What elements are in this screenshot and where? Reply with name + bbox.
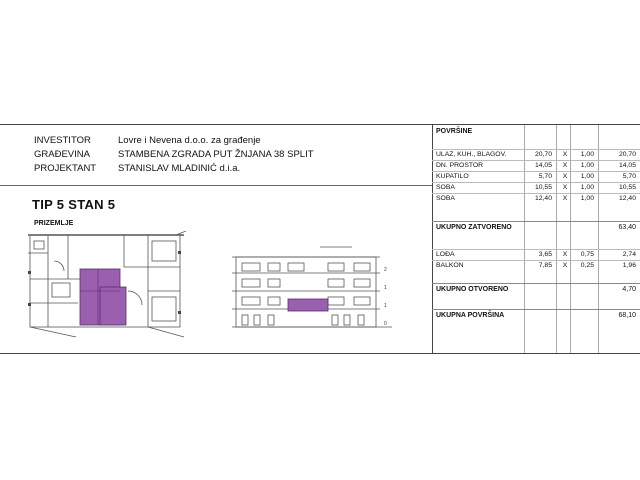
- net-area: 12,40: [618, 195, 636, 202]
- floor-plan-drawing: [28, 231, 188, 343]
- room-area: 7,85: [538, 262, 552, 269]
- coefficient: 1,00: [580, 195, 594, 202]
- room-name: SOBA: [436, 184, 455, 191]
- room-name: KUPATILO: [436, 173, 469, 180]
- highlighted-unit: [80, 269, 126, 325]
- info-key: INVESTITOR: [34, 135, 91, 146]
- room-name: LOĐA: [436, 251, 455, 258]
- open-total-row: [432, 283, 640, 297]
- level-label: 0: [384, 321, 387, 327]
- open-total-label: UKUPNO OTVORENO: [436, 286, 509, 293]
- closed-total-row: [432, 221, 640, 235]
- coefficient: 1,00: [580, 173, 594, 180]
- closed-total-value: 63,40: [618, 224, 636, 231]
- info-value: STAMBENA ZGRADA PUT ŽNJANA 38 SPLIT: [118, 149, 314, 160]
- info-row-building: [34, 149, 314, 161]
- multiply-sign: X: [562, 195, 568, 202]
- multiply-sign: X: [562, 184, 568, 191]
- table-row: [432, 193, 640, 205]
- coefficient: 0,25: [580, 262, 594, 269]
- multiply-sign: X: [562, 162, 568, 169]
- net-area: 1,96: [622, 262, 636, 269]
- room-name: SOBA: [436, 195, 455, 202]
- room-area: 3,65: [538, 251, 552, 258]
- multiply-sign: X: [562, 173, 568, 180]
- room-name: DN. PROSTOR: [436, 162, 484, 169]
- room-area: 20,70: [534, 151, 552, 158]
- coefficient: 1,00: [580, 151, 594, 158]
- coefficient: 0,75: [580, 251, 594, 258]
- grand-total-value: 68,10: [618, 312, 636, 319]
- floor-label: PRIZEMLJE: [34, 220, 74, 227]
- info-row-designer: [34, 163, 240, 175]
- room-area: 14,05: [534, 162, 552, 169]
- table-row: [432, 260, 640, 272]
- info-value: STANISLAV MLADINIĆ d.i.a.: [118, 163, 241, 174]
- level-label: 1: [384, 303, 387, 309]
- room-area: 10,55: [534, 184, 552, 191]
- net-area: 5,70: [622, 173, 636, 180]
- net-area: 20,70: [618, 151, 636, 158]
- multiply-sign: X: [562, 251, 568, 258]
- info-key: PROJEKTANT: [34, 163, 97, 174]
- project-info: [0, 125, 432, 186]
- net-area: 10,55: [618, 184, 636, 191]
- grand-total-row: [432, 309, 640, 323]
- room-name: BALKON: [436, 262, 464, 269]
- table-header: POVRŠINE: [436, 128, 473, 135]
- room-name: ULAZ, KUH., BLAGOV.: [436, 151, 507, 158]
- closed-total-label: UKUPNO ZATVORENO: [436, 224, 512, 231]
- apartment-title: TIP 5 STAN 5: [32, 197, 116, 212]
- info-value: Lovre i Nevena d.o.o. za građenje: [118, 135, 261, 146]
- apartment-sheet: [0, 124, 640, 354]
- level-label: 1: [384, 285, 387, 291]
- net-area: 2,74: [622, 251, 636, 258]
- info-row-investor: [34, 135, 261, 147]
- level-label: 2: [384, 267, 387, 273]
- highlighted-elevation-unit: [288, 299, 328, 311]
- coefficient: 1,00: [580, 184, 594, 191]
- room-area: 5,70: [538, 173, 552, 180]
- multiply-sign: X: [562, 262, 568, 269]
- grand-total-label: UKUPNA POVRŠINA: [436, 312, 505, 319]
- open-total-value: 4,70: [622, 286, 636, 293]
- info-key: GRAĐEVINA: [34, 149, 90, 160]
- room-area: 12,40: [534, 195, 552, 202]
- area-table: [432, 125, 640, 353]
- elevation-drawing: [232, 237, 392, 333]
- net-area: 14,05: [618, 162, 636, 169]
- coefficient: 1,00: [580, 162, 594, 169]
- drawing-panel: [0, 125, 433, 353]
- multiply-sign: X: [562, 151, 568, 158]
